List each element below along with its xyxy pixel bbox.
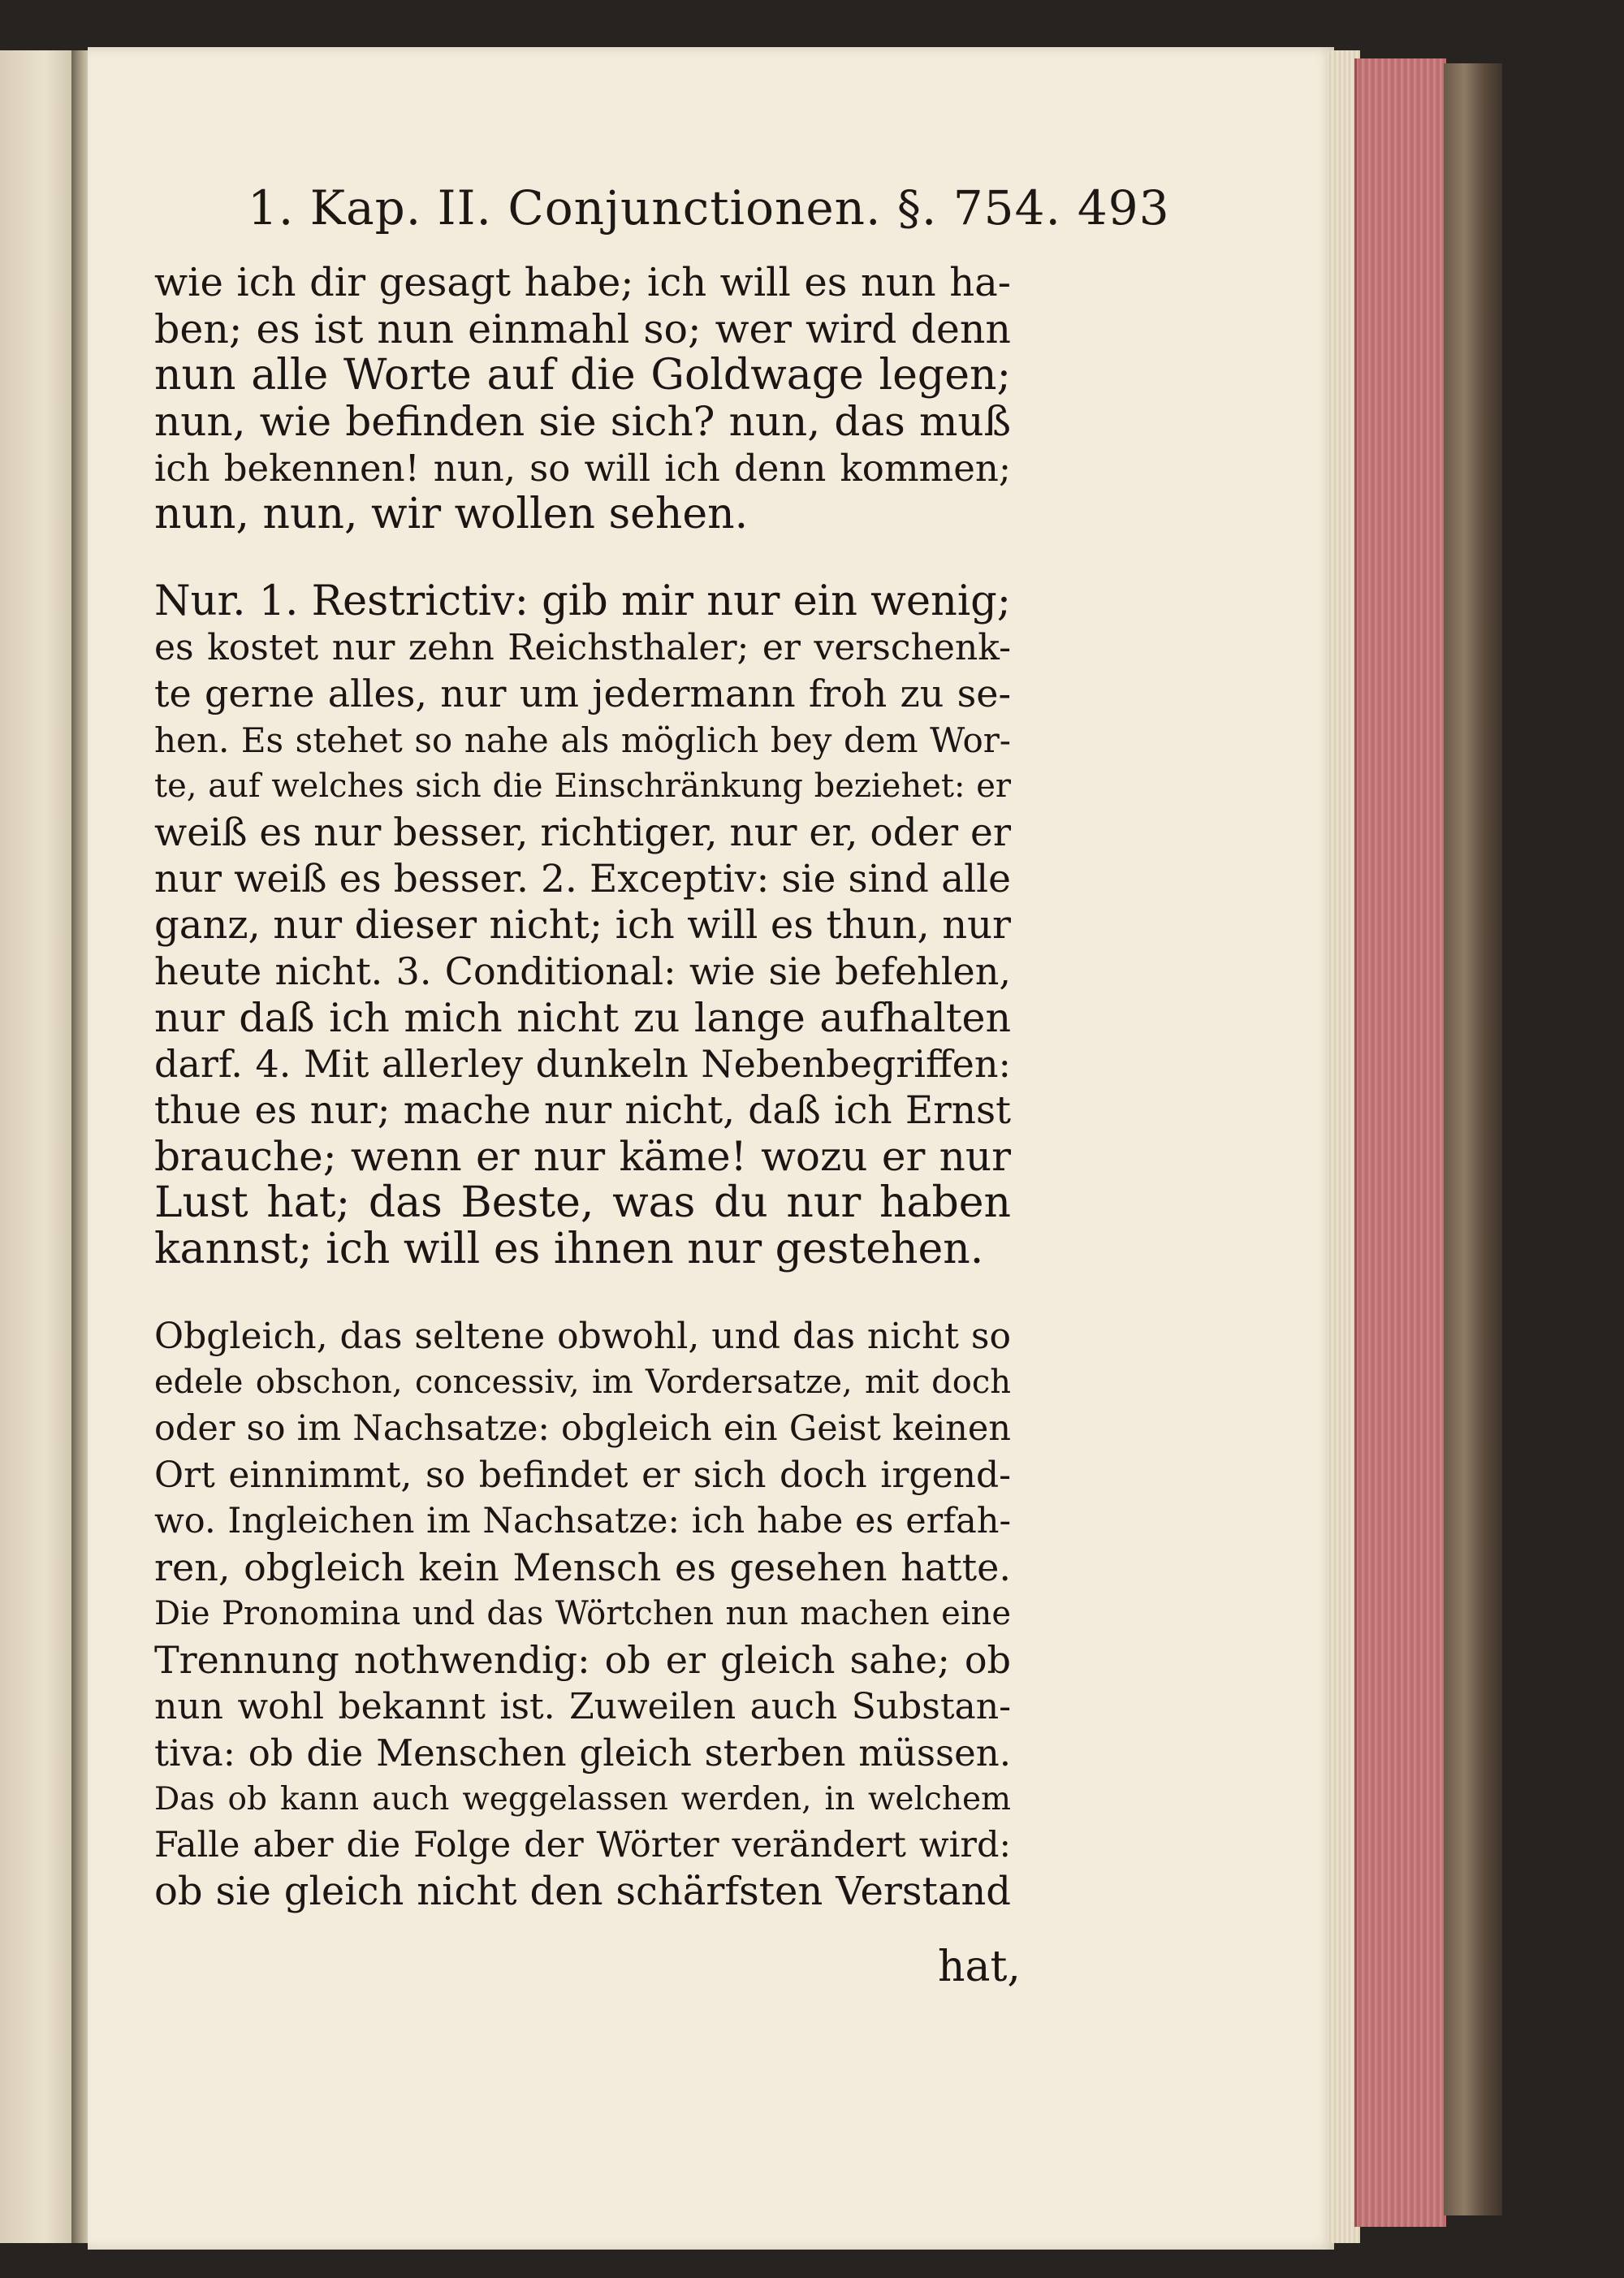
text-line: wo. Ingleichen im Nachsatze: ich habe es erfah- (154, 1501, 1011, 1541)
book-gutter (71, 50, 89, 2243)
text-line: nun, nun, wir wollen sehen. (154, 491, 749, 538)
text-line: te gerne alles, nur um jedermann froh zu se- (154, 672, 1011, 715)
facing-page-edge (0, 50, 76, 2243)
text-line: weiß es nur besser, richtiger, nur er, oder er (154, 810, 1011, 855)
page-number: 493 (1077, 180, 1170, 236)
text-line: Nur. 1. Restrictiv: gib mir nur ein wenig; (154, 578, 1011, 625)
text-body (154, 260, 1011, 1915)
catchword: hat, (938, 1943, 1021, 1991)
text-line: Die Pronomina und das Wörtchen nun machen eine (154, 1595, 1011, 1632)
text-line: thue es nur; mache nur nicht, daß ich Ernst (154, 1088, 1011, 1133)
text-line: nur weiß es besser. 2. Exceptiv: sie sind alle (154, 857, 1011, 901)
text-line: hen. Es stehet so nahe als möglich bey dem Wor- (154, 720, 1011, 760)
running-head (248, 180, 1170, 253)
text-line: Falle aber die Folge der Wörter verändert wird: (154, 1825, 1011, 1865)
text-line: wie ich dir gesagt habe; ich will es nun ha- (154, 260, 1011, 305)
text-line: ob sie gleich nicht den schärfsten Verstand (154, 1869, 1011, 1914)
text-line: heute nicht. 3. Conditional: wie sie befehlen, (154, 949, 1011, 993)
text-line: nur daß ich mich nicht zu lange aufhalten (154, 995, 1011, 1041)
text-line: ren, obgleich kein Mensch es gesehen hatte. (154, 1545, 1011, 1589)
text-line: Ort einnimmt, so befindet er sich doch irgend- (154, 1455, 1011, 1496)
paragraph (154, 1313, 1011, 1915)
text-line: brauche; wenn er nur käme! wozu er nur (154, 1134, 1011, 1180)
text-line: Lust hat; das Beste, was du nur haben (154, 1180, 1011, 1226)
text-line: ben; es ist nun einmahl so; wer wird denn (154, 306, 1011, 352)
text-line: oder so im Nachsatze: obgleich ein Geist keinen (154, 1408, 1011, 1449)
text-line: nun wohl bekannt ist. Zuweilen auch Substan- (154, 1686, 1011, 1727)
paragraph-gap (154, 1273, 1011, 1313)
text-line: Trennung nothwendig: ob er gleich sahe; ob (154, 1638, 1011, 1682)
text-line: nun, wie befinden sie sich? nun, das muß (154, 399, 1011, 445)
text-line: ganz, nur dieser nicht; ich will es thun, nur (154, 902, 1011, 948)
paragraph (154, 578, 1011, 1273)
text-line: nun alle Worte auf die Goldwage legen; (154, 352, 1011, 399)
book-cover (1444, 63, 1502, 2215)
text-line: tiva: ob die Menschen gleich sterben müssen. (154, 1731, 1011, 1774)
running-head-title: 1. Kap. II. Conjunctionen. §. 754. (248, 180, 1061, 236)
text-line: te, auf welches sich die Einschränkung beziehet: er (154, 767, 1011, 805)
text-line: edele obschon, concessiv, im Vordersatze, mit doch (154, 1364, 1011, 1401)
text-line: darf. 4. Mit allerley dunkeln Nebenbegriffen: (154, 1042, 1011, 1086)
text-line: kannst; ich will es ihnen nur gestehen. (154, 1226, 984, 1273)
paragraph (154, 260, 1011, 538)
text-line: es kostet nur zehn Reichsthaler; er verschenk- (154, 627, 1011, 668)
text-line: ich bekennen! nun, so will ich denn kommen; (154, 447, 1011, 490)
text-line: Das ob kann auch weggelassen werden, in welchem (154, 1781, 1011, 1818)
text-line: Obgleich, das seltene obwohl, und das nicht so (154, 1316, 1011, 1357)
red-page-edges (1354, 58, 1446, 2227)
paragraph-gap (154, 538, 1011, 578)
